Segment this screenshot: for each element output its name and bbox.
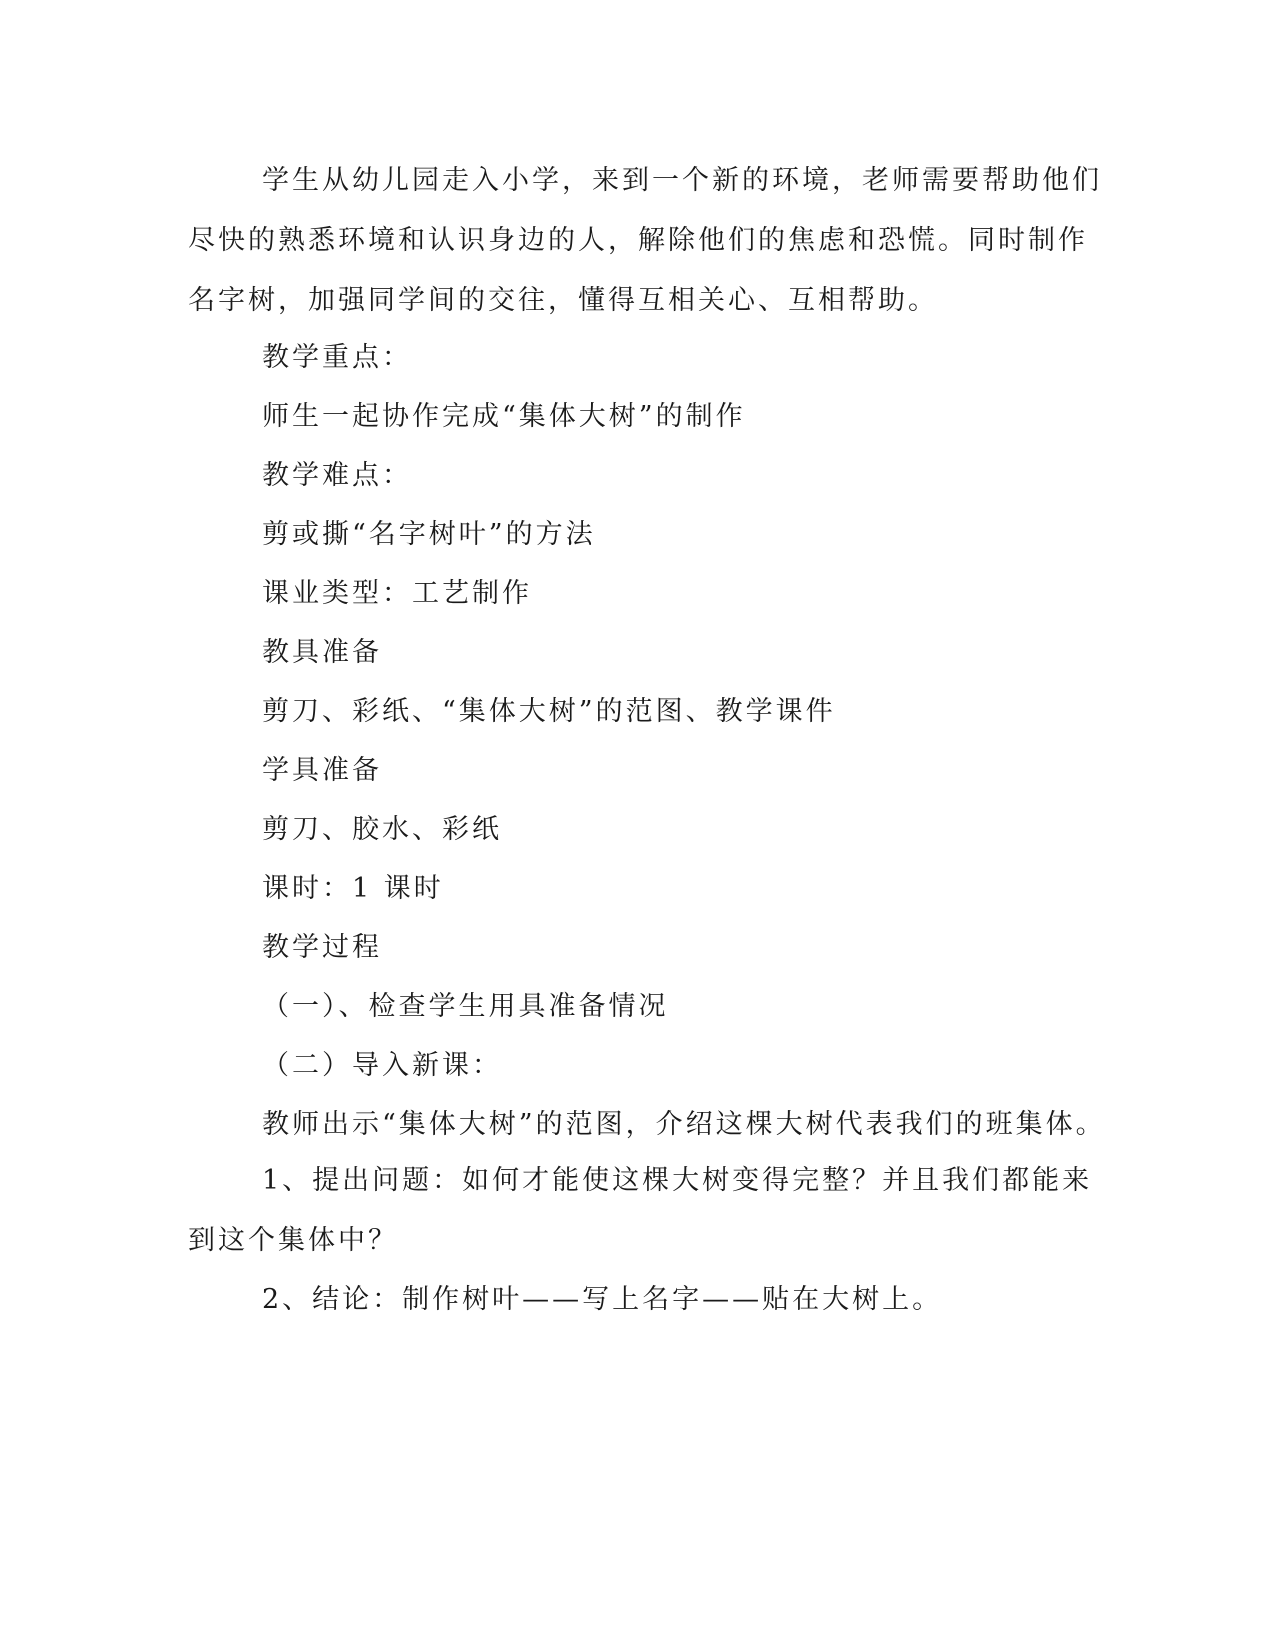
teaching-process-heading: 教学过程: [262, 932, 382, 963]
teacher-demo-text: 教师出示“集体大树”的范图，介绍这棵大树代表我们的班集体。: [262, 1109, 1106, 1140]
teaching-focus-heading: 教学重点：: [262, 342, 412, 373]
intro-paragraph: [188, 151, 1102, 331]
text-line: 1、提出问题：如何才能使这棵大树变得完整？并且我们都能来: [262, 1165, 1093, 1196]
teaching-difficulty-text: 剪或撕“名字树叶”的方法: [262, 519, 596, 550]
text-line: 到这个集体中？: [188, 1225, 398, 1256]
student-materials-text: 剪刀、胶水、彩纸: [262, 814, 502, 845]
teaching-difficulty-heading: 教学难点：: [262, 460, 412, 491]
conclusion-text: 2、结论：制作树叶——写上名字——贴在大树上。: [262, 1284, 943, 1315]
teaching-focus-text: 师生一起协作完成“集体大树”的制作: [262, 401, 746, 432]
step-two: （二）导入新课：: [262, 1050, 502, 1081]
text-line: 名字树，加强同学间的交往，懂得互相关心、互相帮助。: [188, 285, 938, 316]
student-materials-heading: 学具准备: [262, 755, 382, 786]
lesson-hours: 课时：1 课时: [262, 873, 444, 904]
text-line: 尽快的熟悉环境和认识身边的人，解除他们的焦虑和恐慌。同时制作: [188, 225, 1088, 256]
text-line: 学生从幼儿园走入小学，来到一个新的环境，老师需要帮助他们: [262, 165, 1102, 196]
lesson-type: 课业类型：工艺制作: [262, 578, 532, 609]
teacher-materials-text: 剪刀、彩纸、“集体大树”的范图、教学课件: [262, 696, 836, 727]
teacher-materials-heading: 教具准备: [262, 637, 382, 668]
step-one: （一）、检查学生用具准备情况: [262, 991, 669, 1022]
question-paragraph: [188, 1151, 1093, 1271]
